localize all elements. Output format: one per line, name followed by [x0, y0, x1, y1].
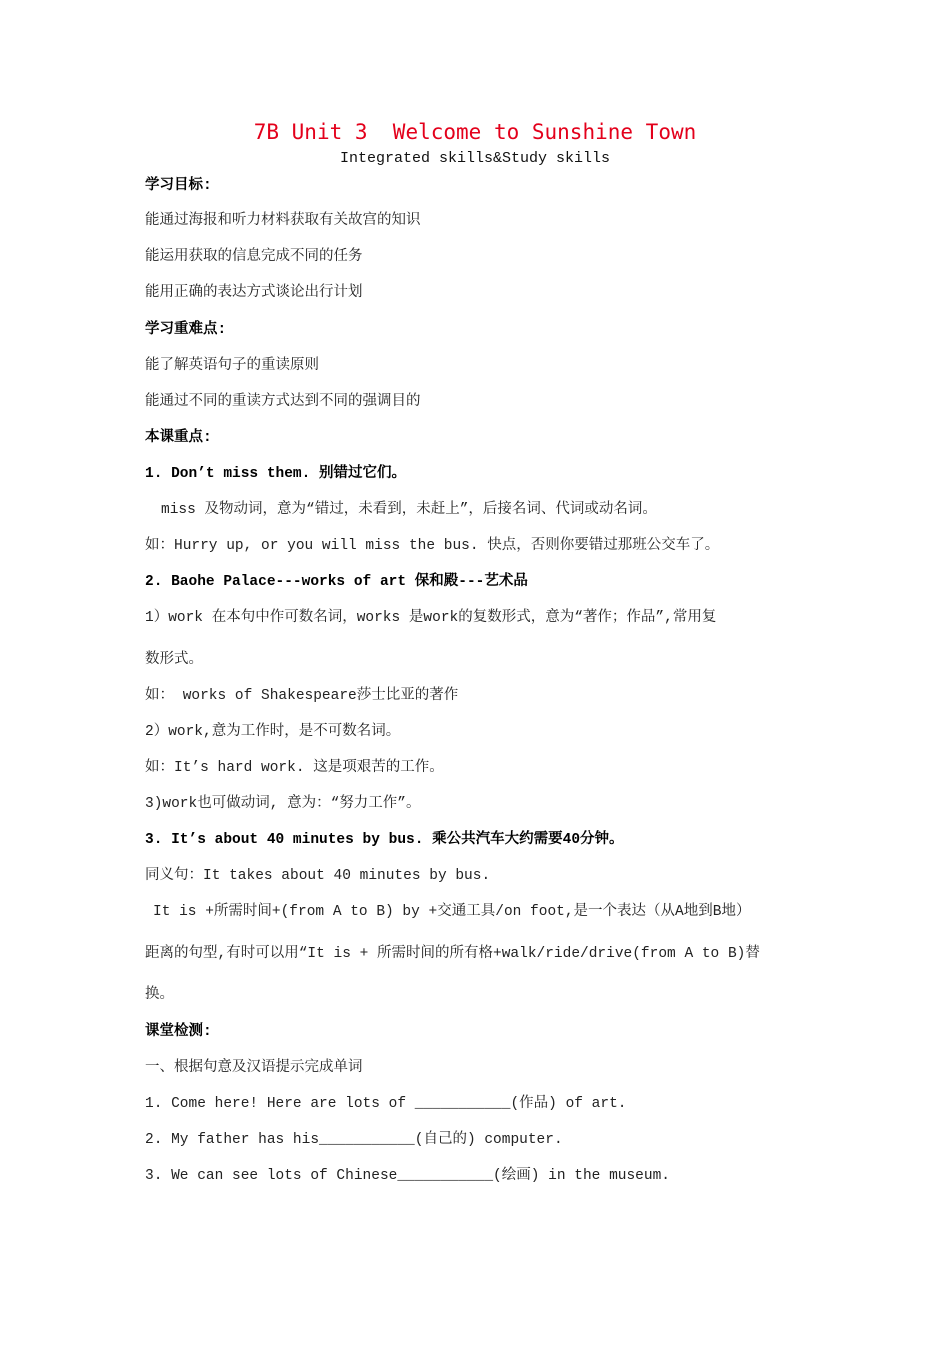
text-line: 换。: [145, 987, 174, 1003]
exercise-instruction: 一、根据句意及汉语提示完成单词: [145, 1060, 363, 1076]
text-line: 能用正确的表达方式谈论出行计划: [145, 285, 363, 301]
text-line: 如：Hurry up, or you will miss the bus. 快点，否则你要错过那班公交车了。: [145, 538, 720, 554]
text-line: 能通过不同的重读方式达到不同的强调目的: [145, 394, 421, 410]
key-point-heading: 1. Don’t miss them. 别错过它们。: [145, 466, 407, 482]
text-line: 3)work也可做动词, 意为：“努力工作”。: [145, 796, 421, 812]
section-heading-objectives: 学习目标:: [145, 178, 212, 194]
text-line: It is +所需时间+(from A to B) by +交通工具/on foot,是一个表达（从A地到B地）: [153, 904, 751, 920]
text-line: 距离的句型,有时可以用“It is + 所需时间的所有格+walk/ride/drive(from A to B)替: [145, 946, 760, 962]
text-line: 1）work 在本句中作可数名词，works 是work的复数形式，意为“著作；作品”,常用复: [145, 610, 717, 626]
text-line: 如： works of Shakespeare莎士比亚的著作: [145, 688, 459, 704]
exercise-item: 2. My father has his___________(自己的) computer.: [145, 1132, 563, 1148]
key-point-heading: 2. Baohe Palace---works of art 保和殿---艺术品: [145, 574, 528, 590]
text-line: 同义句：It takes about 40 minutes by bus.: [145, 868, 491, 884]
text-line: 如：It’s hard work. 这是项艰苦的工作。: [145, 760, 444, 776]
section-heading-difficulties: 学习重难点:: [145, 322, 227, 338]
text-line: 数形式。: [145, 652, 203, 668]
text-line: 2）work,意为工作时，是不可数名词。: [145, 724, 401, 740]
page-subtitle: Integrated skills&Study skills: [339, 150, 611, 167]
page-title: 7B Unit 3 Welcome to Sunshine Town: [253, 120, 697, 144]
text-line: 能运用获取的信息完成不同的任务: [145, 249, 363, 265]
section-heading-key-points: 本课重点:: [145, 430, 212, 446]
exercise-item: 3. We can see lots of Chinese___________(绘画) in the museum.: [145, 1168, 670, 1184]
section-heading-classroom-test: 课堂检测:: [145, 1024, 212, 1040]
key-point-heading: 3. It’s about 40 minutes by bus. 乘公共汽车大约需要40分钟。: [145, 832, 624, 848]
text-line: 能了解英语句子的重读原则: [145, 358, 319, 374]
text-line: miss 及物动词，意为“错过，未看到，未赶上”，后接名词、代词或动名词。: [161, 502, 657, 518]
exercise-item: 1. Come here! Here are lots of ___________(作品) of art.: [145, 1096, 627, 1112]
text-line: 能通过海报和听力材料获取有关故宫的知识: [145, 213, 421, 229]
